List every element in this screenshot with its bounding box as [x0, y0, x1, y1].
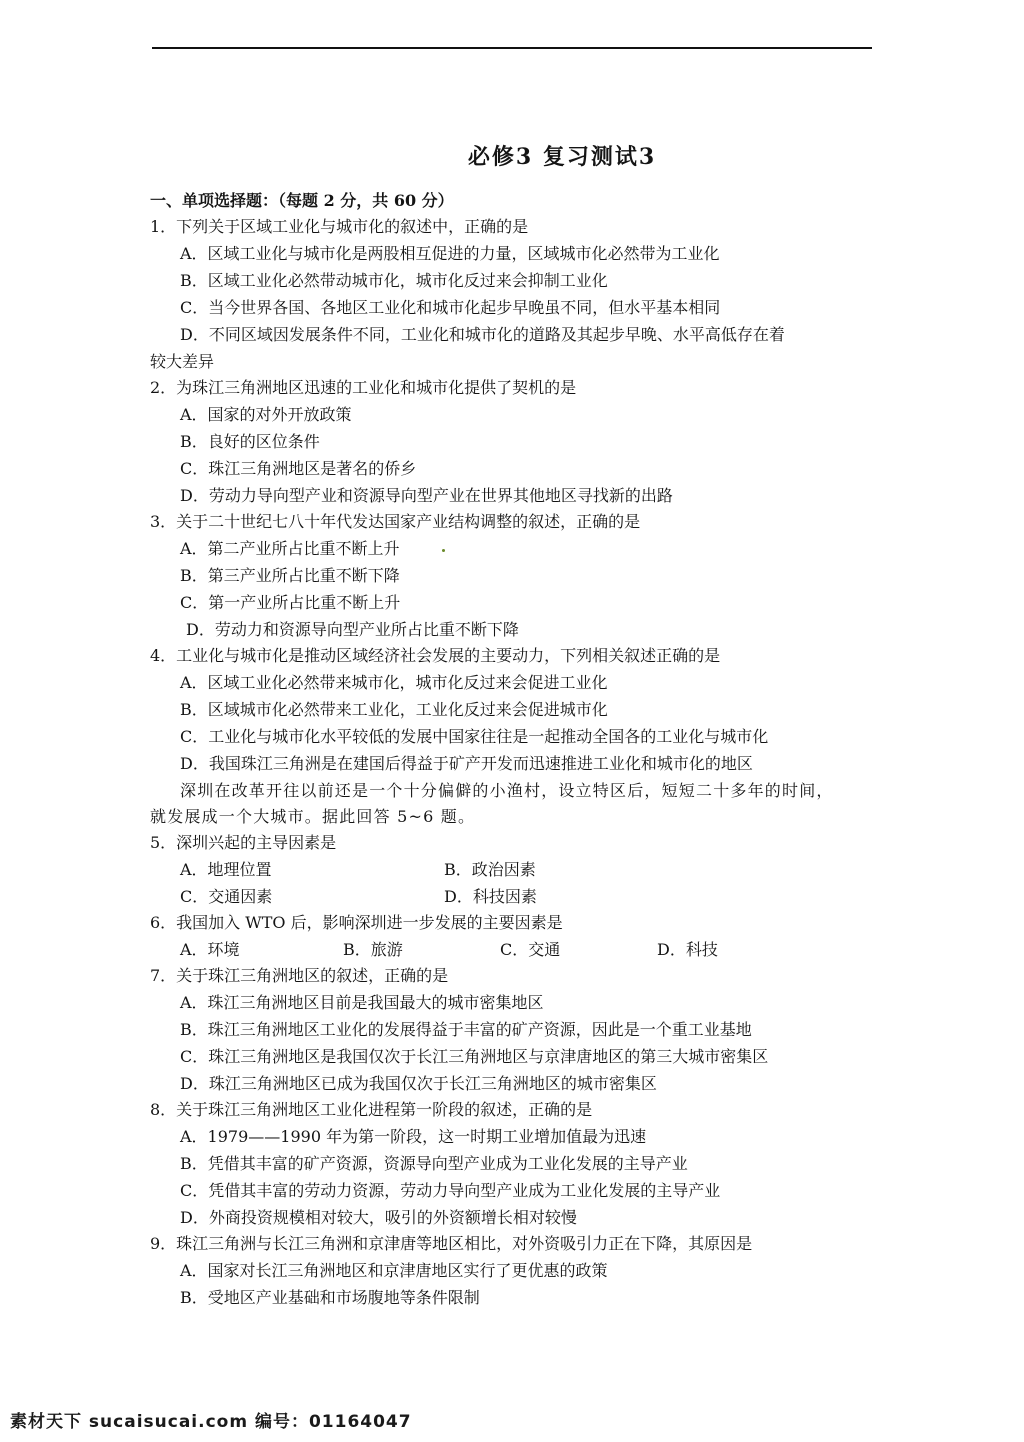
- question-1-option-a: A．区域工业化与城市化是两股相互促进的力量，区域城市化必然带为工业化: [180, 244, 720, 263]
- question-2-option-c: C．珠江三角洲地区是著名的侨乡: [180, 459, 417, 478]
- question-4-option-d: D．我国珠江三角洲是在建国后得益于矿产开发而迅速推进工业化和城市化的地区: [180, 754, 753, 773]
- header-rule: [152, 47, 872, 49]
- question-7-stem: 7．关于珠江三角洲地区的叙述，正确的是: [150, 966, 449, 985]
- question-1-option-d-continued: 较大差异: [150, 352, 215, 371]
- question-7-option-c: C．珠江三角洲地区是我国仅次于长江三角洲地区与京津唐地区的第三大城市密集区: [180, 1047, 769, 1066]
- question-8-option-d: D．外商投资规模相对较大，吸引的外资额增长相对较慢: [180, 1208, 577, 1227]
- question-4-option-b: B．区域城市化必然带来工业化，工业化反过来会促进城市化: [180, 700, 608, 719]
- question-1-option-b: B．区域工业化必然带动城市化，城市化反过来会抑制工业化: [180, 271, 608, 290]
- question-2-option-d: D．劳动力导向型产业和资源导向型产业在世界其他地区寻找新的出路: [180, 486, 673, 505]
- question-2-option-b: B．良好的区位条件: [180, 432, 320, 451]
- question-6-option-b: B．旅游: [343, 940, 403, 959]
- reading-passage-line-1: 深圳在改革开往以前还是一个十分偏僻的小渔村，设立特区后，短短二十多年的时间，: [180, 781, 834, 800]
- reading-passage-line-2: 就发展成一个大城市。据此回答 5~6 题。: [150, 807, 476, 826]
- question-1-option-d: D．不同区域因发展条件不同，工业化和城市化的道路及其起步早晚、水平高低存在着: [180, 325, 785, 344]
- question-4-option-c: C．工业化与城市化水平较低的发展中国家往往是一起推动全国各的工业化与城市化: [180, 727, 769, 746]
- question-5-option-d: D．科技因素: [444, 887, 537, 906]
- question-7-option-a: A．珠江三角洲地区目前是我国最大的城市密集地区: [180, 993, 544, 1012]
- question-8-option-b: B．凭借其丰富的矿产资源，资源导向型产业成为工业化发展的主导产业: [180, 1154, 688, 1173]
- question-9-stem: 9．珠江三角洲与长江三角洲和京津唐等地区相比，对外资吸引力正在下降，其原因是: [150, 1234, 753, 1253]
- question-3-option-c: C．第一产业所占比重不断上升: [180, 593, 401, 612]
- question-5-stem: 5．深圳兴起的主导因素是: [150, 833, 337, 852]
- question-5-option-b: B．政治因素: [444, 860, 536, 879]
- question-8-option-c: C．凭借其丰富的劳动力资源，劳动力导向型产业成为工业化发展的主导产业: [180, 1181, 721, 1200]
- question-4-stem: 4．工业化与城市化是推动区域经济社会发展的主要动力，下列相关叙述正确的是: [150, 646, 721, 665]
- question-5-option-a: A．地理位置: [180, 860, 272, 879]
- section-heading: 一、单项选择题：（每题 2 分，共 60 分）: [150, 191, 454, 210]
- question-6-stem: 6．我国加入 WTO 后，影响深圳进一步发展的主要因素是: [150, 913, 563, 932]
- question-3-option-d: D．劳动力和资源导向型产业所占比重不断下降: [186, 620, 519, 639]
- question-2-option-a: A．国家的对外开放政策: [180, 405, 352, 424]
- question-9-option-a: A．国家对长江三角洲地区和京津唐地区实行了更优惠的政策: [180, 1261, 608, 1280]
- scan-speck: [442, 549, 445, 552]
- question-3-stem: 3．关于二十世纪七八十年代发达国家产业结构调整的叙述，正确的是: [150, 512, 641, 531]
- question-8-option-a: A．1979——1990 年为第一阶段，这一时期工业增加值最为迅速: [180, 1127, 647, 1146]
- question-9-option-b: B．受地区产业基础和市场腹地等条件限制: [180, 1288, 480, 1307]
- question-1-stem: 1．下列关于区域工业化与城市化的叙述中，正确的是: [150, 217, 529, 236]
- question-2-stem: 2．为珠江三角洲地区迅速的工业化和城市化提供了契机的是: [150, 378, 577, 397]
- page-title: 必修3 复习测试3: [467, 144, 657, 170]
- question-3-option-b: B．第三产业所占比重不断下降: [180, 566, 400, 585]
- question-6-option-a: A．环境: [180, 940, 240, 959]
- question-3-option-a: A．第二产业所占比重不断上升: [180, 539, 400, 558]
- question-8-stem: 8．关于珠江三角洲地区工业化进程第一阶段的叙述，正确的是: [150, 1100, 593, 1119]
- question-4-option-a: A．区域工业化必然带来城市化，城市化反过来会促进工业化: [180, 673, 608, 692]
- question-6-option-d: D．科技: [657, 940, 718, 959]
- question-5-option-c: C．交通因素: [180, 887, 273, 906]
- question-7-option-b: B．珠江三角洲地区工业化的发展得益于丰富的矿产资源，因此是一个重工业基地: [180, 1020, 752, 1039]
- question-1-option-c: C．当今世界各国、各地区工业化和城市化起步早晚虽不同，但水平基本相同: [180, 298, 721, 317]
- question-7-option-d: D．珠江三角洲地区已成为我国仅次于长江三角洲地区的城市密集区: [180, 1074, 657, 1093]
- question-6-option-c: C．交通: [500, 940, 561, 959]
- watermark-banner: 素材天下 sucaisucai.com 编号：01164047: [10, 1412, 412, 1432]
